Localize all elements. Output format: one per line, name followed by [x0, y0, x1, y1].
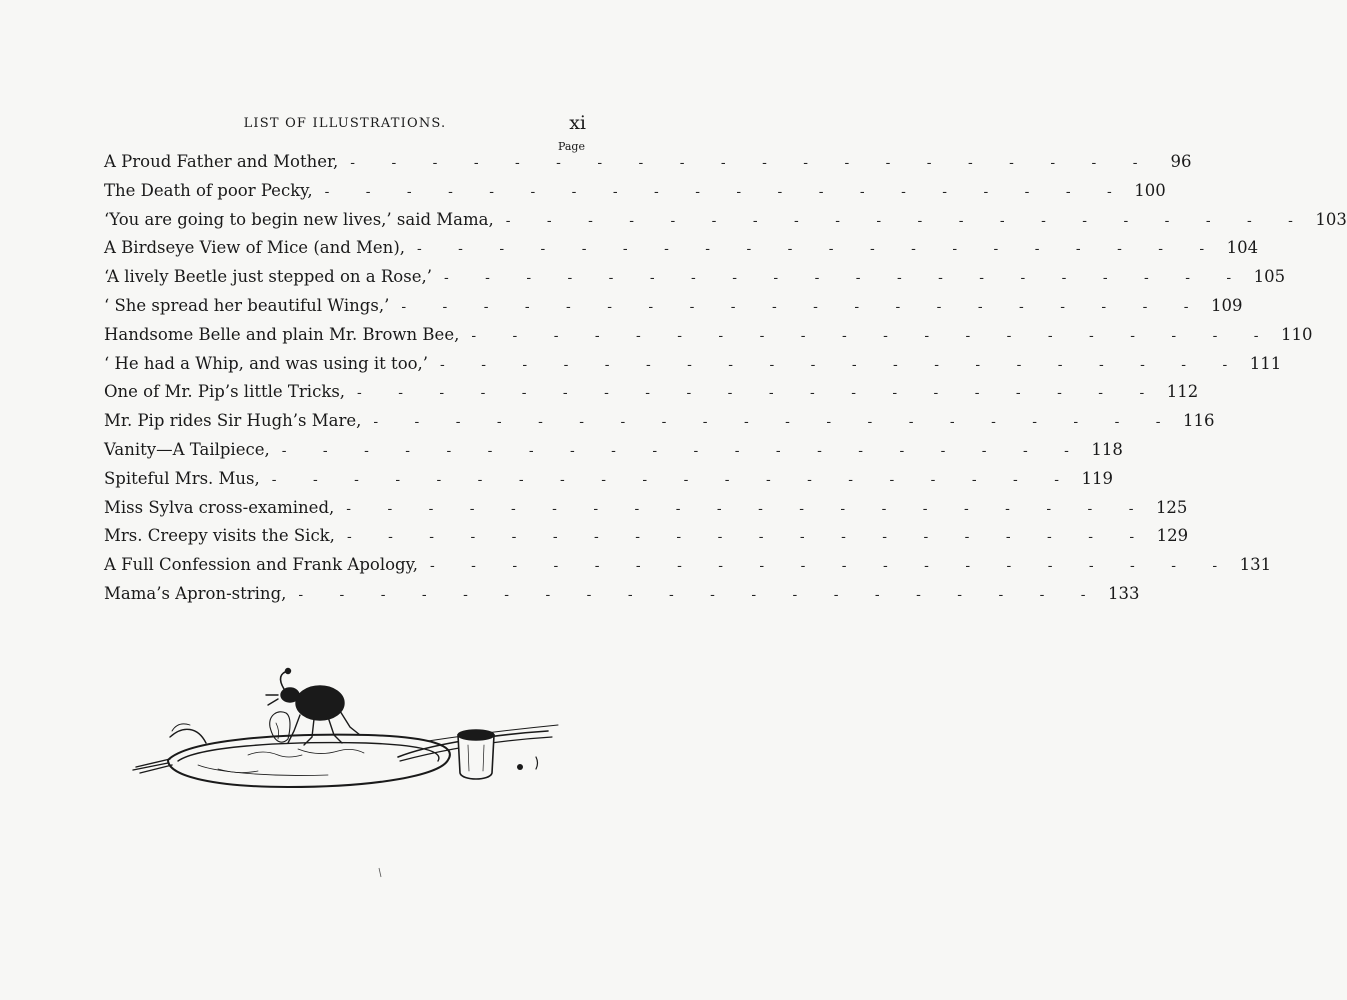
illustration-title: ‘ He had a Whip, and was using it too,’	[104, 353, 429, 373]
illustration-page-number: 105	[1253, 267, 1286, 287]
list-item	[104, 468, 1113, 498]
illustration-title: ‘You are going to begin new lives,’ said Mama,	[104, 209, 494, 229]
illustration-title: Mama’s Apron-string,	[104, 583, 287, 603]
illustration-page-number: 104	[1226, 238, 1259, 258]
illustration-title: Mrs. Creepy visits the Sick,	[104, 526, 335, 546]
illustration-page-number: 110	[1281, 324, 1313, 344]
dot-leader: - - - - - - - - - - - - - - - - - - - -	[443, 270, 1248, 287]
list-item	[104, 411, 1215, 440]
list-item	[104, 526, 1189, 555]
illustration-page-number: 119	[1081, 468, 1113, 488]
list-item	[104, 382, 1199, 411]
dot-leader: - - - - - - - - - - - - - - - - - - - -	[346, 529, 1151, 546]
running-head	[104, 112, 586, 136]
list-item	[104, 180, 1166, 210]
dot-leader: - - - - - - - - - - - - - - - - - - - -	[281, 442, 1085, 459]
illustration-page-number: 109	[1211, 295, 1243, 315]
list-item	[104, 555, 1272, 584]
list-item	[104, 209, 1347, 239]
list-item	[104, 295, 1243, 325]
dot-leader: - - - - - - - - - - - - - - - - - - - -	[373, 414, 1177, 431]
illustration-title: Spiteful Mrs. Mus,	[104, 468, 260, 488]
illustrations-list	[104, 152, 1347, 613]
illustration-title: Vanity—A Tailpiece,	[104, 439, 270, 459]
page-number: xi	[569, 112, 586, 134]
dot-leader: - - - - - - - - - - - - - - - - - - - -	[417, 241, 1221, 258]
dot-leader: - - - - - - - - - - - - - - - - - - - -	[324, 183, 1128, 200]
illustration-page-number: 125	[1155, 497, 1188, 517]
list-item	[104, 152, 1192, 181]
list-item	[104, 238, 1259, 267]
illustration-title: A Birdseye View of Mice (and Men),	[104, 238, 405, 258]
illustration-page-number: 112	[1166, 382, 1199, 402]
list-item	[104, 324, 1313, 354]
dot-leader: - - - - - - - - - - - - - - - - - - - -	[350, 155, 1154, 171]
list-item	[104, 583, 1140, 613]
dot-leader: - - - - - - - - - - - - - - - - - - - -	[505, 212, 1309, 229]
illustration-title: ‘A lively Beetle just stepped on a Rose,’	[104, 267, 432, 287]
illustration-title: Handsome Belle and plain Mr. Brown Bee,	[104, 324, 460, 344]
dot-leader: - - - - - - - - - - - - - - - - - - - -	[471, 327, 1275, 344]
illustration-page-number: 96	[1170, 152, 1192, 171]
illustration-page-number: 100	[1134, 180, 1166, 200]
dot-leader: - - - - - - - - - - - - - - - - - - - -	[401, 298, 1205, 315]
illustration-page-number: 103	[1315, 209, 1347, 229]
illustration-title: Miss Sylva cross-examined,	[104, 497, 335, 517]
list-item	[104, 267, 1286, 296]
list-item	[104, 497, 1188, 527]
illustration-page-number: 118	[1091, 439, 1123, 459]
illustration-page-number: 129	[1156, 526, 1189, 546]
illustration-title: ‘ She spread her beautiful Wings,’	[104, 295, 390, 315]
illustration-title: Mr. Pip rides Sir Hugh’s Mare,	[104, 411, 362, 431]
dot-leader: - - - - - - - - - - - - - - - - - - - -	[346, 500, 1150, 517]
dot-leader: - - - - - - - - - - - - - - - - - - - -	[429, 558, 1234, 575]
illustration-page-number: 131	[1239, 555, 1272, 575]
dot-leader: - - - - - - - - - - - - - - - - - - - -	[357, 385, 1161, 402]
dot-leader: - - - - - - - - - - - - - - - - - - - -	[271, 471, 1075, 488]
illustration-title: One of Mr. Pip’s little Tricks,	[104, 382, 346, 402]
list-item	[104, 439, 1123, 469]
illustration-title: A Proud Father and Mother,	[104, 152, 339, 171]
ink-speck	[377, 868, 383, 878]
illustration-title: The Death of poor Pecky,	[104, 180, 313, 200]
beetle-palette-illustration	[128, 665, 568, 805]
illustration-page-number: 116	[1183, 411, 1215, 431]
illustration-page-number: 111	[1249, 353, 1282, 373]
illustration-title: A Full Confession and Frank Apology,	[104, 555, 418, 575]
illustration-page-number: 133	[1108, 583, 1140, 603]
dot-leader: - - - - - - - - - - - - - - - - - - - -	[298, 586, 1102, 603]
page-column-label: Page	[557, 140, 585, 153]
dot-leader: - - - - - - - - - - - - - - - - - - - -	[440, 356, 1244, 373]
page-title: LIST OF ILLUSTRATIONS.	[243, 116, 447, 131]
list-item	[104, 353, 1282, 383]
